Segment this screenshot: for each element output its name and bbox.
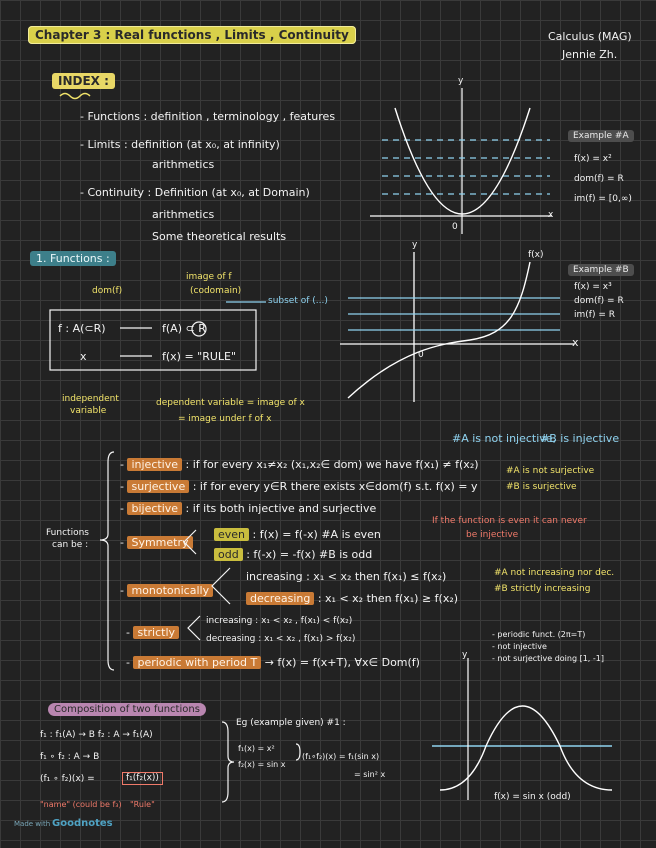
independent-label: independent	[62, 394, 119, 404]
composition-note-rule: "Rule"	[130, 800, 155, 809]
map-row2-right: f(x) = "RULE"	[162, 350, 237, 363]
variable-label: variable	[70, 406, 107, 416]
periodic-note-2: - not injective	[492, 642, 547, 651]
symmetry-bracket	[184, 530, 196, 554]
even-note-2: be injective	[466, 530, 519, 540]
even-text: : f(x) = f(-x) #A is even	[252, 528, 381, 541]
periodic-row: - periodic with period T → f(x) = f(x+T), ∀x∈ Dom(f)	[126, 656, 420, 669]
even-note-1: If the function is even it can never	[432, 516, 587, 526]
injective-label: injective	[127, 458, 182, 471]
increasing-text: : x₁ < x₂ then f(x₁) ≤ f(x₂)	[306, 570, 447, 583]
odd-label: odd	[214, 548, 243, 561]
functions-can-be-1: Functions	[46, 528, 89, 538]
injective-row: - injective : if for every x₁≠x₂ (x₁,x₂∈ dom) we have f(x₁) ≠ f(x₂)	[120, 458, 479, 471]
strictly-label: strictly	[133, 626, 179, 639]
surjective-note-a: #A is not surjective	[506, 466, 595, 476]
composition-line-1: f₁ : f₁(A) → B f₂ : A → f₁(A)	[40, 730, 153, 740]
composition-heading: Composition of two functions	[48, 702, 206, 716]
composition-line-3-left: (f₁ ∘ f₂)(x) =	[40, 774, 95, 784]
section-functions-heading: 1. Functions :	[30, 252, 116, 265]
composition-line-3-right: f₁(f₂(x))	[122, 772, 163, 785]
eg-result: (f₁∘f₂)(x) = f₁(sin x)	[302, 752, 380, 761]
image-label: image of f	[186, 272, 232, 282]
sine-label: f(x) = sin x (odd)	[494, 792, 571, 802]
surjective-text: : if for every y∈R there exists x∈dom(f) s.t. f(x) = y	[192, 480, 478, 493]
strictly-row: - strictly	[126, 626, 179, 639]
graph-a-parabola	[370, 88, 552, 234]
bijective-row: - bijective : if its both injective and surjective	[120, 502, 377, 515]
index-item-functions: - Functions : definition , terminology , features	[80, 110, 336, 123]
symmetry-row: - Symmetry	[120, 536, 193, 549]
strictly-bracket	[188, 616, 200, 640]
surjective-row: - surjective : if for every y∈R there exists x∈dom(f) s.t. f(x) = y	[120, 480, 478, 493]
decreasing-text: : x₁ < x₂ then f(x₁) ≥ f(x₂)	[317, 592, 459, 605]
codomain-label: (codomain)	[190, 286, 242, 296]
decreasing-label: decreasing	[246, 592, 314, 605]
graph-b-x-label: x	[572, 336, 579, 349]
example-a-line-2: dom(f) = R	[574, 174, 624, 184]
mapping-diagram	[50, 302, 266, 370]
index-item-cont-arith: arithmetics	[152, 208, 215, 221]
eg-f2: f₂(x) = sin x	[238, 760, 286, 769]
symmetry-label: Symmetry	[127, 536, 192, 549]
mapping-box	[50, 310, 256, 370]
odd-text: : f(-x) = -f(x) #B is odd	[246, 548, 373, 561]
mono-note-1: #A not increasing nor dec.	[494, 568, 615, 578]
composition-brace	[222, 722, 234, 802]
subset-label: subset of (...)	[268, 296, 328, 306]
graph-a-y-label: y	[458, 76, 464, 86]
graph-b-fx-label: f(x)	[528, 250, 544, 260]
periodic-note-1: - periodic funct. (2π=T)	[492, 630, 586, 639]
graph-b-cubic	[340, 252, 574, 402]
eg-brace	[296, 744, 300, 760]
injective-note-b: #B is injective	[540, 432, 620, 445]
eg-f1: f₁(x) = x²	[238, 744, 275, 753]
surjective-note-b: #B is surjective	[506, 482, 577, 492]
example-b-line-2: dom(f) = R	[574, 296, 624, 306]
even-label: even	[214, 528, 249, 541]
example-a-line-1: f(x) = x²	[574, 154, 612, 164]
eg-result-2: = sin² x	[354, 770, 386, 779]
graph-a-origin: 0	[452, 222, 458, 232]
graph-a-x-label: x	[548, 210, 554, 220]
index-heading: INDEX :	[52, 74, 115, 88]
injective-note-a: #A is not injective,	[452, 432, 557, 445]
eg-title: Eg (example given) #1 :	[236, 718, 346, 728]
index-item-theory: Some theoretical results	[152, 230, 287, 243]
sine-curve	[440, 706, 612, 790]
bijective-text: : if its both injective and surjective	[185, 502, 377, 515]
map-row2-left: x	[80, 350, 87, 363]
index-underline-squiggle	[60, 94, 90, 99]
periodic-text: → f(x) = f(x+T), ∀x∈ Dom(f)	[264, 656, 420, 669]
example-a-line-3: im(f) = [0,∞)	[574, 194, 632, 204]
example-a-tag: Example #A	[568, 128, 634, 142]
periodic-label: periodic with period T	[133, 656, 261, 669]
composition-line-2: f₁ ∘ f₂ : A → B	[40, 752, 100, 762]
features-brace	[100, 452, 114, 670]
strictly-decreasing: decreasing : x₁ < x₂ , f(x₁) > f(x₂)	[206, 634, 356, 644]
made-with-label: Made with	[14, 820, 51, 828]
periodic-note-3: - not surjective doing [1, -1]	[492, 654, 604, 663]
monotonic-row: - monotonically	[120, 584, 213, 597]
subset-circle	[192, 322, 206, 336]
increasing-label: increasing	[246, 570, 303, 583]
strictly-increasing: increasing : x₁ < x₂ , f(x₁) < f(x₂)	[206, 616, 353, 626]
mono-note-2: #B strictly increasing	[494, 584, 591, 594]
injective-text: : if for every x₁≠x₂ (x₁,x₂∈ dom) we have f(x₁) ≠ f(x₂)	[185, 458, 479, 471]
map-row1-right: f(A) ⊂ R	[162, 322, 206, 335]
monotonic-bracket	[212, 568, 230, 604]
sine-y-label: y	[462, 650, 468, 660]
course-name: Calculus (MAG)	[548, 30, 632, 43]
dependent-label: dependent variable = image of x	[156, 398, 305, 408]
bijective-label: bijective	[127, 502, 182, 515]
image-under-label: = image under f of x	[178, 414, 272, 424]
graph-b-y-label: y	[412, 240, 418, 250]
index-item-continuity: - Continuity : Definition (at x₀, at Domain)	[80, 186, 310, 199]
index-item-limits: - Limits : definition (at x₀, at infinity)	[80, 138, 280, 151]
goodnotes-logo: Goodnotes	[52, 818, 113, 829]
monotonically-label: monotonically	[127, 584, 213, 597]
example-b-line-3: im(f) = R	[574, 310, 615, 320]
example-b-line-1: f(x) = x³	[574, 282, 612, 292]
sine-graph	[432, 658, 612, 800]
example-b-tag: Example #B	[568, 262, 634, 276]
functions-can-be-2: can be :	[52, 540, 89, 550]
dom-label: dom(f)	[92, 286, 123, 296]
graph-b-origin: 0	[418, 350, 424, 360]
chapter-title: Chapter 3 : Real functions , Limits , Continuity	[28, 28, 356, 42]
map-row1-left: f : A(⊂R)	[58, 322, 106, 335]
composition-note-name: "name" (could be f₃)	[40, 800, 122, 809]
index-item-limits-arith: arithmetics	[152, 158, 215, 171]
author-name: Jennie Zh.	[562, 48, 618, 61]
surjective-label: surjective	[127, 480, 189, 493]
